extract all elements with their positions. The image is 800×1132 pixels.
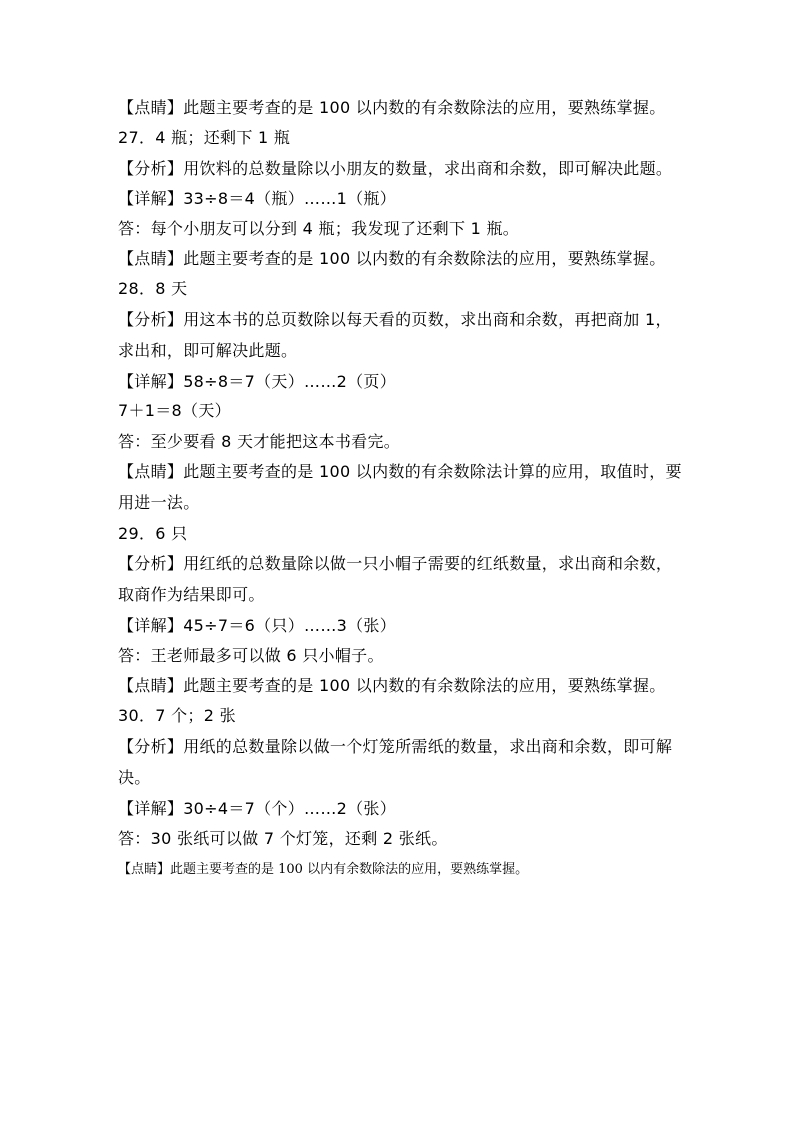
text-line: 【点睛】此题主要考查的是 100 以内数的有余数除法的应用，要熟练掌握。 (118, 676, 666, 695)
text-line: 答：30 张纸可以做 7 个灯笼，还剩 2 张纸。 (118, 829, 448, 848)
question-heading: 30．7 个；2 张 (118, 706, 236, 725)
text-line: 【详解】33÷8＝4（瓶）……1（瓶） (118, 189, 397, 208)
text-line: 取商作为结果即可。 (118, 585, 265, 604)
text-line: 【分析】用这本书的总页数除以每天看的页数，求出商和余数，再把商加 1， (118, 310, 672, 329)
text-line: 用进一法。 (118, 493, 200, 512)
text-line: 7＋1＝8（天） (118, 401, 231, 420)
question-heading: 28．8 天 (118, 279, 188, 298)
text-line: 【点睛】此题主要考查的是 100 以内有余数除法的应用，要熟练掌握。 (118, 862, 529, 877)
text-line: 【点睛】此题主要考查的是 100 以内数的有余数除法的应用，要熟练掌握。 (118, 249, 666, 268)
text-line: 【分析】用饮料的总数量除以小朋友的数量，求出商和余数，即可解决此题。 (118, 159, 673, 178)
text-line: 【点睛】此题主要考查的是 100 以内数的有余数除法的应用，要熟练掌握。 (118, 98, 666, 117)
text-line: 【点睛】此题主要考查的是 100 以内数的有余数除法计算的应用，取值时，要 (118, 462, 682, 481)
text-line: 【分析】用纸的总数量除以做一个灯笼所需纸的数量，求出商和余数，即可解 (118, 737, 673, 756)
text-line: 答：每个小朋友可以分到 4 瓶；我发现了还剩下 1 瓶。 (118, 219, 520, 238)
text-line: 决。 (118, 768, 151, 787)
text-line: 【详解】45÷7＝6（只）……3（张） (118, 616, 397, 635)
text-line: 【详解】58÷8＝7（天）……2（页） (118, 372, 397, 391)
question-heading: 27．4 瓶；还剩下 1 瓶 (118, 128, 291, 147)
text-line: 【分析】用红纸的总数量除以做一只小帽子需要的红纸数量，求出商和余数， (118, 554, 673, 573)
text-line: 【详解】30÷4＝7（个）……2（张） (118, 799, 397, 818)
text-line: 答：王老师最多可以做 6 只小帽子。 (118, 646, 384, 665)
text-line: 答：至少要看 8 天才能把这本书看完。 (118, 432, 401, 451)
text-line: 求出和，即可解决此题。 (118, 341, 298, 360)
question-heading: 29．6 只 (118, 524, 188, 543)
